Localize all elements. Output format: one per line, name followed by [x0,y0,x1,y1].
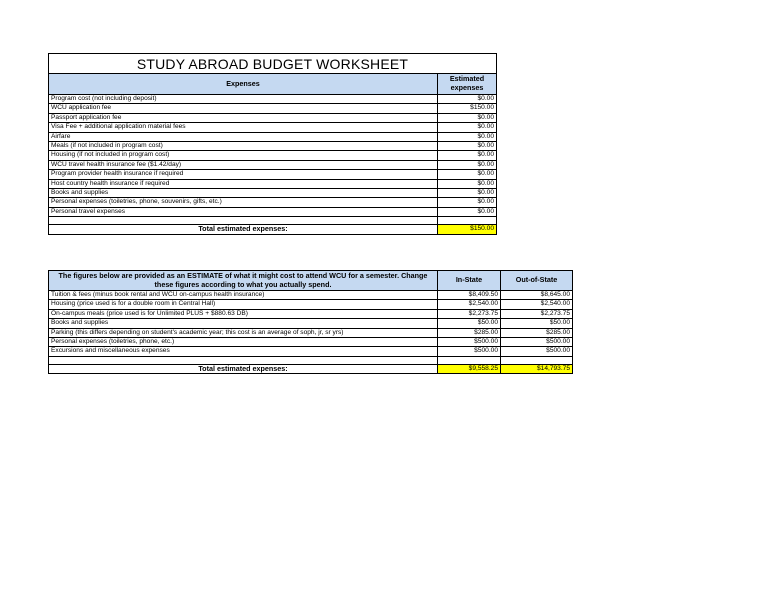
wcu-total-outstate[interactable]: $14,793.75 [501,364,573,373]
budget-row-amount[interactable]: $150.00 [438,104,497,113]
budget-row [49,95,497,104]
budget-row-label: Program provider health insurance if required [49,170,438,179]
wcu-row [49,309,573,318]
budget-row [49,132,497,141]
wcu-row-instate[interactable]: $285.00 [438,328,501,337]
budget-row [49,189,497,198]
budget-row [49,179,497,188]
wcu-row-instate[interactable]: $500.00 [438,347,501,356]
budget-row [49,104,497,113]
budget-row [49,113,497,122]
budget-row-label: Meals (if not included in program cost) [49,142,438,151]
wcu-row [49,347,573,356]
wcu-row-outstate[interactable]: $2,540.00 [501,300,573,309]
wcu-row-label: Books and supplies [49,319,438,328]
budget-row-label: WCU travel health insurance fee ($1.42/day) [49,160,438,169]
budget-row-amount[interactable]: $0.00 [438,95,497,104]
wcu-row-outstate[interactable]: $8,645.00 [501,291,573,300]
wcu-row-label: Excursions and miscellaneous expenses [49,347,438,356]
budget-row-label: Passport application fee [49,113,438,122]
outstate-header: Out-of-State [501,271,573,291]
budget-row-amount[interactable]: $0.00 [438,123,497,132]
budget-total-label: Total estimated expenses: [49,225,438,234]
instate-header: In-State [438,271,501,291]
wcu-row-instate[interactable]: $8,409.50 [438,291,501,300]
wcu-row-label: Housing (price used is for a double room in Central Hall) [49,300,438,309]
budget-row-label: Airfare [49,132,438,141]
wcu-row-outstate[interactable]: $2,273.75 [501,309,573,318]
budget-row-amount[interactable]: $0.00 [438,151,497,160]
wcu-row-instate[interactable]: $500.00 [438,338,501,347]
budget-row-amount[interactable]: $0.00 [438,170,497,179]
budget-row-label: Personal expenses (toiletries, phone, souvenirs, gifts, etc.) [49,198,438,207]
budget-row [49,170,497,179]
wcu-row-instate[interactable]: $2,540.00 [438,300,501,309]
wcu-row [49,328,573,337]
wcu-row [49,319,573,328]
wcu-row-outstate[interactable]: $500.00 [501,347,573,356]
budget-row-amount[interactable]: $0.00 [438,207,497,216]
budget-row [49,151,497,160]
budget-row-amount[interactable]: $0.00 [438,179,497,188]
wcu-row-label: On-campus meals (price used is for Unlimited PLUS + $880.63 DB) [49,309,438,318]
wcu-row-instate[interactable]: $2,273.75 [438,309,501,318]
budget-row [49,160,497,169]
budget-row-label: WCU application fee [49,104,438,113]
study-abroad-budget-table [48,53,497,235]
budget-row-label: Books and supplies [49,189,438,198]
budget-row-label: Visa Fee + additional application material fees [49,123,438,132]
budget-row-label: Host country health insurance if required [49,179,438,188]
expenses-header: Expenses [49,74,438,95]
wcu-row-instate[interactable]: $50.00 [438,319,501,328]
wcu-row-label: Tuition & fees (minus book rental and WCU on-campus health insurance) [49,291,438,300]
budget-row-amount[interactable]: $0.00 [438,142,497,151]
budget-row [49,123,497,132]
wcu-cost-table [48,270,573,374]
estimated-header: Estimated expenses [438,74,497,95]
wcu-row-outstate[interactable]: $285.00 [501,328,573,337]
budget-row-label: Program cost (not including deposit) [49,95,438,104]
budget-row-amount[interactable]: $0.00 [438,198,497,207]
budget-total-amount[interactable]: $150.00 [438,225,497,234]
wcu-estimate-note: The figures below are provided as an ESTIMATE of what it might cost to attend WCU for a semester. Change these figures according to what you actually spend. [49,271,438,291]
worksheet-title: STUDY ABROAD BUDGET WORKSHEET [49,54,497,74]
wcu-row-label: Parking (this differs depending on student's academic year; this cost is an average of soph, jr, sr yrs) [49,328,438,337]
wcu-total-label: Total estimated expenses: [49,364,438,373]
budget-row-amount[interactable]: $0.00 [438,132,497,141]
wcu-row [49,291,573,300]
budget-row [49,142,497,151]
wcu-row-label: Personal expenses (toiletries, phone, etc.) [49,338,438,347]
budget-row [49,207,497,216]
wcu-total-instate[interactable]: $9,558.25 [438,364,501,373]
budget-row-label: Personal travel expenses [49,207,438,216]
budget-row-label: Housing (if not included in program cost) [49,151,438,160]
wcu-row [49,300,573,309]
budget-row-amount[interactable]: $0.00 [438,189,497,198]
budget-row-amount[interactable]: $0.00 [438,113,497,122]
budget-row-amount[interactable]: $0.00 [438,160,497,169]
budget-row [49,198,497,207]
wcu-row-outstate[interactable]: $50.00 [501,319,573,328]
wcu-row [49,338,573,347]
wcu-row-outstate[interactable]: $500.00 [501,338,573,347]
